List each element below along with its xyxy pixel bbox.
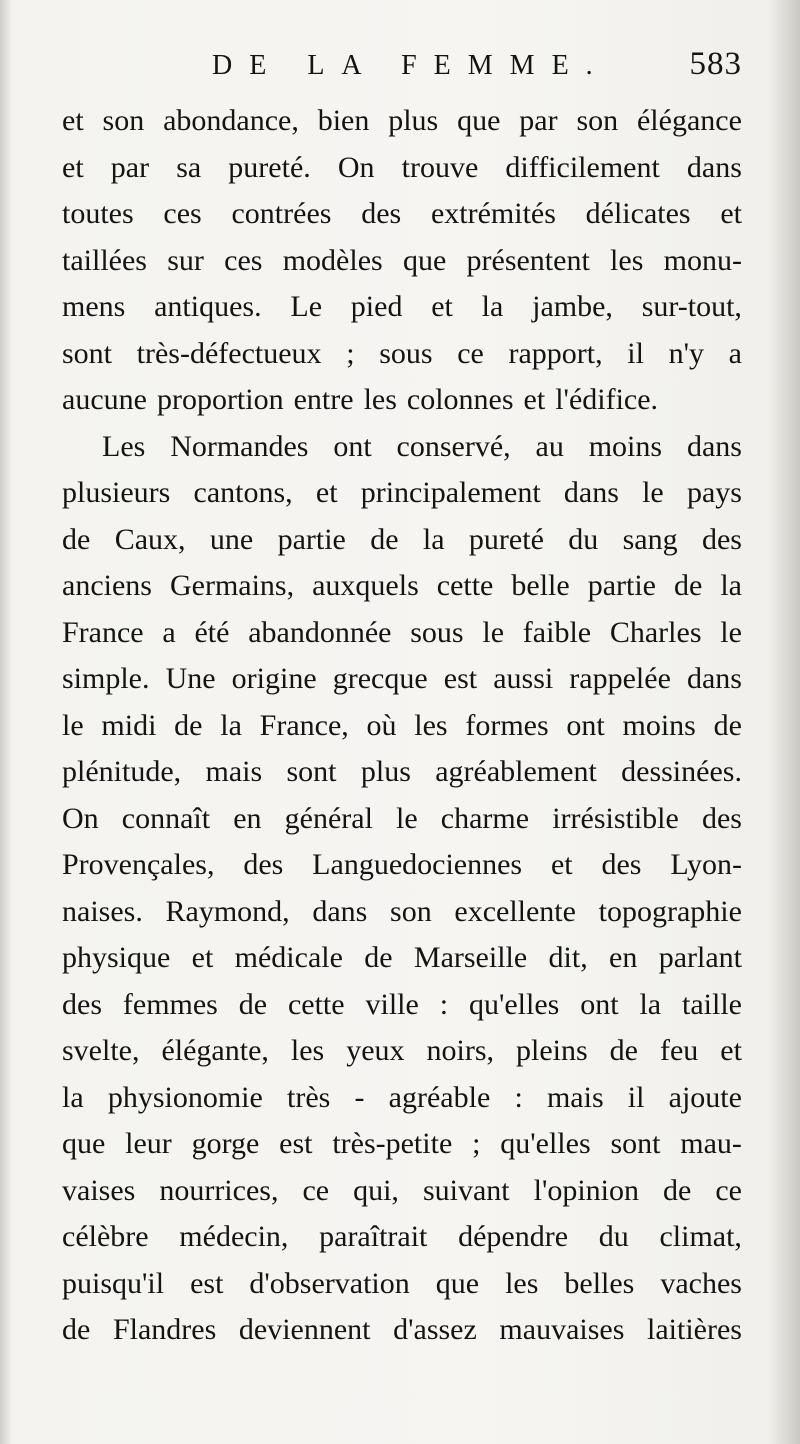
word: Normandes xyxy=(170,429,309,463)
word: au xyxy=(535,429,564,463)
word: très-petite xyxy=(332,1127,453,1160)
word: la xyxy=(481,290,504,323)
word: sont xyxy=(610,1127,661,1160)
word: des xyxy=(601,848,642,881)
word: et xyxy=(315,476,338,509)
word: rapport, xyxy=(508,336,603,370)
text-line xyxy=(62,703,742,750)
word: les xyxy=(505,1266,539,1300)
page-header xyxy=(62,44,742,92)
word: et xyxy=(431,290,453,323)
word: que xyxy=(402,243,447,277)
word: et xyxy=(62,150,84,184)
word: contrées xyxy=(231,197,332,230)
word: climat, xyxy=(659,1220,742,1253)
word: dessinées. xyxy=(621,755,742,788)
word: d'observation xyxy=(249,1266,410,1300)
word: rappelée xyxy=(569,662,671,695)
word: les xyxy=(363,383,397,416)
word: médicale xyxy=(234,941,343,974)
word: et xyxy=(191,941,214,974)
word: le xyxy=(396,801,418,835)
word: dans xyxy=(686,429,742,463)
word: et xyxy=(720,197,742,230)
text-line xyxy=(62,1307,742,1354)
word: nourrices, xyxy=(159,1173,279,1207)
word: que xyxy=(435,1266,480,1300)
word: grecque xyxy=(332,662,428,695)
word: ; xyxy=(472,1127,481,1160)
word: mais xyxy=(205,755,263,788)
word: ce xyxy=(715,1173,742,1207)
word: général xyxy=(284,801,373,835)
word: Les xyxy=(102,429,146,463)
page-edge-shadow xyxy=(766,0,800,1444)
word: que xyxy=(457,104,501,137)
word: des xyxy=(62,987,102,1021)
word: On xyxy=(337,150,375,184)
word: ce xyxy=(457,336,484,370)
word: excellente xyxy=(454,894,576,928)
word: de xyxy=(609,1034,638,1067)
word: il xyxy=(627,336,644,370)
word: plénitude, xyxy=(62,755,182,788)
word: formes xyxy=(465,708,549,742)
word: partie xyxy=(587,569,656,602)
word: taillées xyxy=(62,243,147,277)
word: pleins xyxy=(516,1034,588,1067)
word: de xyxy=(238,987,268,1021)
word: cette xyxy=(287,987,345,1021)
word: monu- xyxy=(663,243,742,277)
text-line xyxy=(62,145,742,192)
word: une xyxy=(209,522,254,556)
word: : xyxy=(514,1080,523,1114)
word: aussi xyxy=(493,662,554,695)
word: mauvaises xyxy=(499,1313,625,1346)
word: ont xyxy=(566,708,605,742)
text-line xyxy=(62,796,742,843)
word: faible xyxy=(522,615,592,649)
text-line xyxy=(62,238,742,285)
text-line xyxy=(62,98,742,145)
word: pureté. xyxy=(228,150,311,184)
word: jambe, xyxy=(532,290,613,323)
word: antiques. xyxy=(154,290,262,323)
word: France, xyxy=(259,708,349,742)
word: suivant xyxy=(422,1173,510,1207)
word: vaches xyxy=(660,1266,742,1300)
word: gorge xyxy=(191,1127,260,1160)
word: des xyxy=(701,522,742,556)
word: présentent xyxy=(466,243,590,277)
word: naises. xyxy=(62,894,143,928)
word: Flandres xyxy=(112,1313,217,1346)
word: est xyxy=(279,1127,313,1160)
word: physionomie xyxy=(107,1080,263,1114)
word: trouve xyxy=(401,150,479,184)
word: le xyxy=(642,476,664,509)
word: abandonnée xyxy=(248,615,392,649)
text-line xyxy=(62,982,742,1029)
word: ville xyxy=(365,987,419,1021)
word: en xyxy=(609,941,638,974)
word: svelte, xyxy=(62,1034,140,1067)
word: pays xyxy=(686,476,742,509)
text-line xyxy=(62,1168,742,1215)
word: Languedociennes xyxy=(312,848,523,881)
word: pied xyxy=(350,290,403,323)
word: sur-tout, xyxy=(641,290,742,323)
word: modèles xyxy=(282,243,383,277)
word: Caux, xyxy=(114,522,186,556)
word: Une xyxy=(165,662,216,695)
word: simple. xyxy=(62,662,150,695)
word: topographie xyxy=(598,894,742,928)
word: élégante, xyxy=(161,1034,269,1067)
word: sa xyxy=(176,150,202,184)
word: bien xyxy=(317,104,370,137)
text-line xyxy=(62,842,742,889)
word: et xyxy=(523,383,546,416)
word: dans xyxy=(312,894,368,928)
word: mens xyxy=(62,290,126,323)
word: sang xyxy=(622,522,678,556)
word: par xyxy=(519,104,558,137)
word: été xyxy=(194,615,230,649)
word: belles xyxy=(564,1266,635,1300)
word: moins xyxy=(588,429,663,463)
word: les xyxy=(290,1034,325,1067)
text-line xyxy=(62,377,742,424)
word: sous xyxy=(410,615,464,649)
word: que xyxy=(62,1127,106,1160)
text-line xyxy=(62,424,742,471)
word: de xyxy=(673,569,703,602)
word: extrémités xyxy=(430,197,556,230)
word: paraîtrait xyxy=(319,1220,428,1253)
word: dépendre xyxy=(458,1220,569,1253)
word: le xyxy=(720,615,742,649)
word: célèbre xyxy=(62,1220,149,1253)
text-line xyxy=(62,191,742,238)
word: noirs, xyxy=(426,1034,495,1067)
word: la xyxy=(720,569,742,602)
word: en xyxy=(233,801,262,835)
word: de xyxy=(62,1313,91,1346)
word: colonnes xyxy=(406,383,514,416)
word: abondance, xyxy=(163,104,299,137)
page-gutter-shadow xyxy=(0,0,10,1444)
text-line xyxy=(62,610,742,657)
word: : xyxy=(439,987,449,1021)
word: agréablement xyxy=(435,755,597,788)
word: des xyxy=(361,197,402,230)
word: cette xyxy=(436,569,494,602)
word: belle xyxy=(511,569,570,602)
word: parlant xyxy=(658,941,742,974)
text-line xyxy=(62,1121,742,1168)
word: partie xyxy=(277,522,346,556)
word: son xyxy=(576,104,619,137)
word: charme xyxy=(440,801,530,835)
word: des xyxy=(243,848,284,881)
word: le xyxy=(62,708,84,742)
word: difficilement xyxy=(505,150,660,184)
word: cantons, xyxy=(193,476,293,509)
word: dans xyxy=(563,476,619,509)
word: où xyxy=(366,708,397,742)
word: très xyxy=(287,1080,331,1114)
text-line xyxy=(62,656,742,703)
word: origine xyxy=(231,662,317,695)
word: plusieurs xyxy=(62,476,171,509)
word: toutes xyxy=(62,197,134,230)
word: proportion xyxy=(156,383,284,416)
word: Charles xyxy=(609,615,702,649)
word: physique xyxy=(62,941,171,974)
word: de xyxy=(663,1173,692,1207)
word: puisqu'il xyxy=(62,1266,165,1300)
word: plus xyxy=(388,104,439,137)
text-line xyxy=(62,284,742,331)
word: délicates xyxy=(585,197,691,230)
word: les xyxy=(414,708,448,742)
word: et xyxy=(62,104,84,137)
word: n'y xyxy=(668,336,704,370)
word: sont xyxy=(286,755,337,788)
word: mau- xyxy=(680,1127,742,1160)
word: dans xyxy=(686,150,742,184)
word: de xyxy=(364,941,393,974)
word: il xyxy=(627,1080,645,1114)
word: deviennent xyxy=(238,1313,371,1346)
word: France xyxy=(62,615,144,649)
text-line xyxy=(62,1028,742,1075)
word: Raymond, xyxy=(165,894,290,928)
word: son xyxy=(390,894,432,928)
word: Lyon- xyxy=(670,848,742,881)
word: du xyxy=(598,1220,629,1253)
word: leur xyxy=(125,1127,172,1160)
word: de xyxy=(713,708,742,742)
word: d'assez xyxy=(393,1313,477,1346)
word: élégance xyxy=(636,104,742,137)
word: On xyxy=(62,801,99,835)
word: connaît xyxy=(121,801,211,835)
word: entre xyxy=(293,383,354,416)
word: Provençales, xyxy=(62,848,215,881)
word: yeux xyxy=(346,1034,405,1067)
word: le xyxy=(482,615,505,649)
word: l'opinion xyxy=(533,1173,640,1207)
word: qui, xyxy=(353,1173,399,1207)
word: est xyxy=(443,662,478,695)
word: la xyxy=(639,987,662,1021)
word: du xyxy=(568,522,599,556)
word: ont xyxy=(333,429,372,463)
word: feu xyxy=(659,1034,699,1067)
word: a xyxy=(162,615,176,649)
word: et xyxy=(550,848,573,881)
word: sont xyxy=(62,336,113,370)
word: ces xyxy=(163,197,202,230)
word: ce xyxy=(302,1173,330,1207)
word: la xyxy=(220,708,242,742)
text-line xyxy=(62,1214,742,1261)
word: laitières xyxy=(647,1313,742,1346)
word: l'édifice. xyxy=(555,383,659,416)
word: la xyxy=(62,1080,84,1114)
word: auxquels xyxy=(312,569,419,602)
word: midi xyxy=(101,708,157,742)
word: aucune xyxy=(62,383,147,416)
word: médecin, xyxy=(179,1220,289,1253)
text-line xyxy=(62,331,742,378)
word: ont xyxy=(580,987,619,1021)
word: Le xyxy=(290,290,323,323)
word: dit, xyxy=(548,941,588,974)
word: son xyxy=(102,104,145,137)
word: taille xyxy=(682,987,742,1021)
word: qu'elles xyxy=(468,987,560,1021)
word: est xyxy=(190,1266,224,1300)
word: irrésistible xyxy=(552,801,679,835)
text-line xyxy=(62,749,742,796)
word: dans xyxy=(686,662,742,695)
page-number: 583 xyxy=(689,46,742,82)
word: anciens xyxy=(62,569,152,602)
word: des xyxy=(701,801,742,835)
word: ajoute xyxy=(668,1080,742,1114)
word: ces xyxy=(224,243,263,277)
word: femmes xyxy=(122,987,218,1021)
word: de xyxy=(62,522,91,556)
word: - xyxy=(354,1080,365,1114)
word: Marseille xyxy=(413,941,528,974)
word: et xyxy=(720,1034,742,1067)
word: plus xyxy=(360,755,411,788)
text-line xyxy=(62,935,742,982)
word: principalement xyxy=(360,476,541,509)
word: mais xyxy=(546,1080,604,1114)
text-line xyxy=(62,517,742,564)
running-head: DE LA FEMME. xyxy=(212,50,610,81)
word: de xyxy=(370,522,399,556)
text-line xyxy=(62,563,742,610)
word: qu'elles xyxy=(500,1127,591,1160)
word: ; xyxy=(346,336,355,370)
word: très-défectueux xyxy=(136,336,322,370)
word: moins xyxy=(622,708,696,742)
word: sur xyxy=(167,243,204,277)
text-line xyxy=(62,1261,742,1308)
word: agréable xyxy=(388,1080,491,1114)
word: a xyxy=(728,336,742,370)
text-line xyxy=(62,1075,742,1122)
word: pureté xyxy=(468,522,544,556)
text-line xyxy=(62,889,742,936)
word: conservé, xyxy=(396,429,511,463)
word: sous xyxy=(379,336,433,370)
word: les xyxy=(610,243,644,277)
word: Germains, xyxy=(169,569,295,602)
text-line xyxy=(62,470,742,517)
word: de xyxy=(174,708,203,742)
word: vaises xyxy=(62,1173,136,1207)
word: par xyxy=(110,150,150,184)
word: la xyxy=(422,522,445,556)
body-text xyxy=(62,98,742,1354)
